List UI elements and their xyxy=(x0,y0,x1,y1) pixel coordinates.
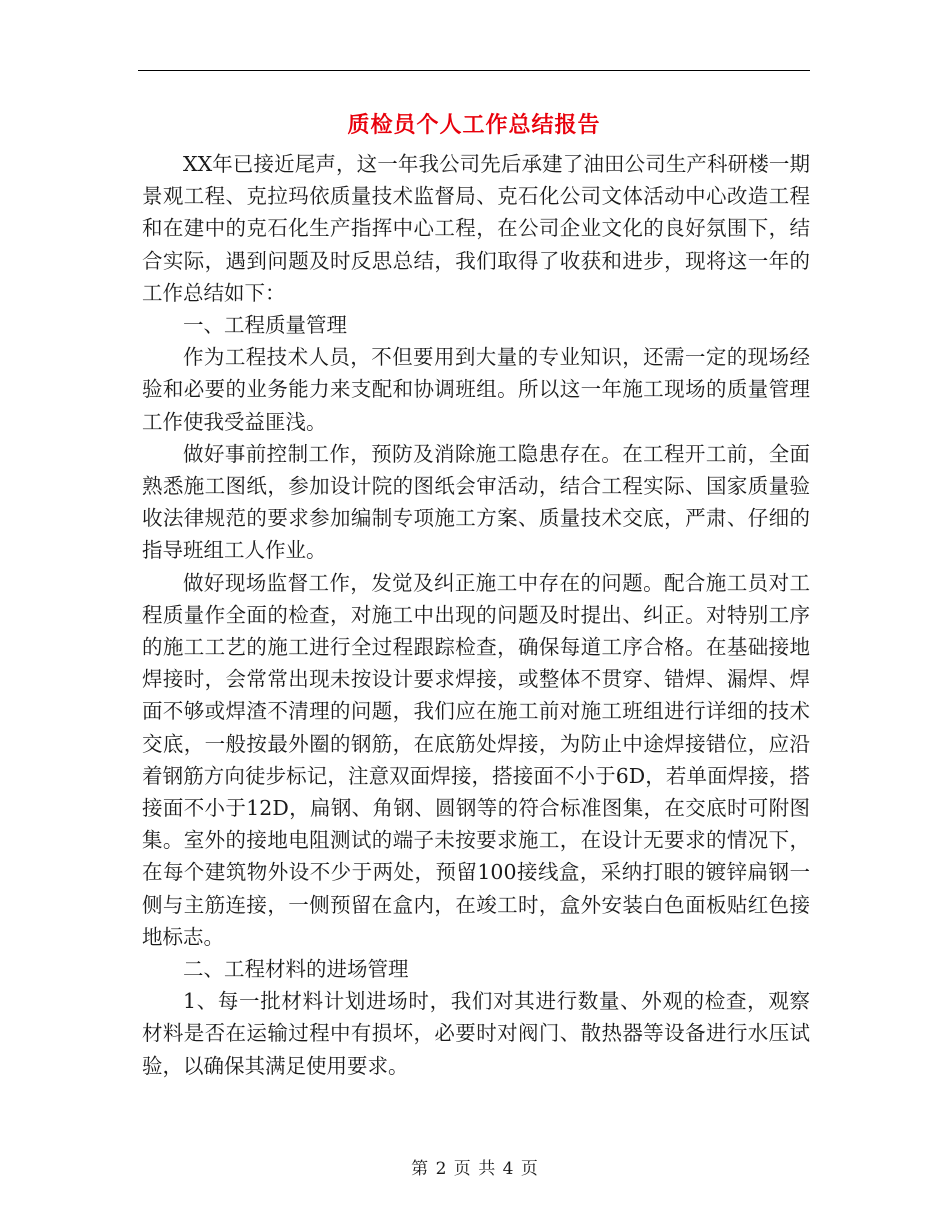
paragraph-role: 作为工程技术人员，不但要用到大量的专业知识，还需一定的现场经验和必要的业务能力来支配和协调班组。所以这一年施工现场的质量管理工作使我受益匪浅。 xyxy=(142,345,810,434)
paragraph-materials: 1、每一批材料计划进场时，我们对其进行数量、外观的检查，观察材料是否在运输过程中有损坏，必要时对阀门、散热器等设备进行水压试验，以确保其满足使用要求。 xyxy=(142,989,810,1078)
section-heading-materials: 二、工程材料的进场管理 xyxy=(183,957,409,982)
document-body xyxy=(142,148,810,1082)
document-title: 质检员个人工作总结报告 xyxy=(347,113,601,138)
header-rule xyxy=(138,70,810,71)
paragraph-intro: XX年已接近尾声，这一年我公司先后承建了油田公司生产科研楼一期景观工程、克拉玛依质量技术监督局、克石化公司文体活动中心改造工程和在建中的克石化生产指挥中心工程，在公司企业文化的良好氛围下，结合实际，遇到问题及时反思总结，我们取得了收获和进步，现将这一年的工作总结如下： xyxy=(142,152,810,305)
paragraph-prevention: 做好事前控制工作，预防及消除施工隐患存在。在工程开工前，全面熟悉施工图纸，参加设计院的图纸会审活动，结合工程实际、国家质量验收法律规范的要求参加编制专项施工方案、质量技术交底，严肃、仔细的指导班组工人作业。 xyxy=(142,441,810,563)
page-footer: 第 2 页 共 4 页 xyxy=(411,1159,539,1179)
section-heading-quality: 一、工程质量管理 xyxy=(183,313,347,338)
paragraph-supervision: 做好现场监督工作，发觉及纠正施工中存在的问题。配合施工员对工程质量作全面的检查，对施工中出现的问题及时提出、纠正。对特别工序的施工工艺的施工进行全过程跟踪检查，确保每道工序合格。在基础接地焊接时，会常常出现未按设计要求焊接，或整体不贯穿、错焊、漏焊、焊面不够或焊渣不清理的问题，我们应在施工前对施工班组进行详细的技术交底，一般按最外圈的钢筋，在底筋处焊接，为防止中途焊接错位，应沿着钢筋方向徒步标记，注意双面焊接，搭接面不小于6D，若单面焊接，搭接面不小于12D，扁钢、角钢、圆钢等的符合标准图集，在交底时可附图集。室外的接地电阻测试的端子未按要求施工，在设计无要求的情况下，在每个建筑物外设不少于两处，预留100接线盒，采纳打眼的镀锌扁钢一侧与主筋连接，一侧预留在盒内，在竣工时，盒外安装白色面板贴红色接地标志。 xyxy=(142,570,810,949)
